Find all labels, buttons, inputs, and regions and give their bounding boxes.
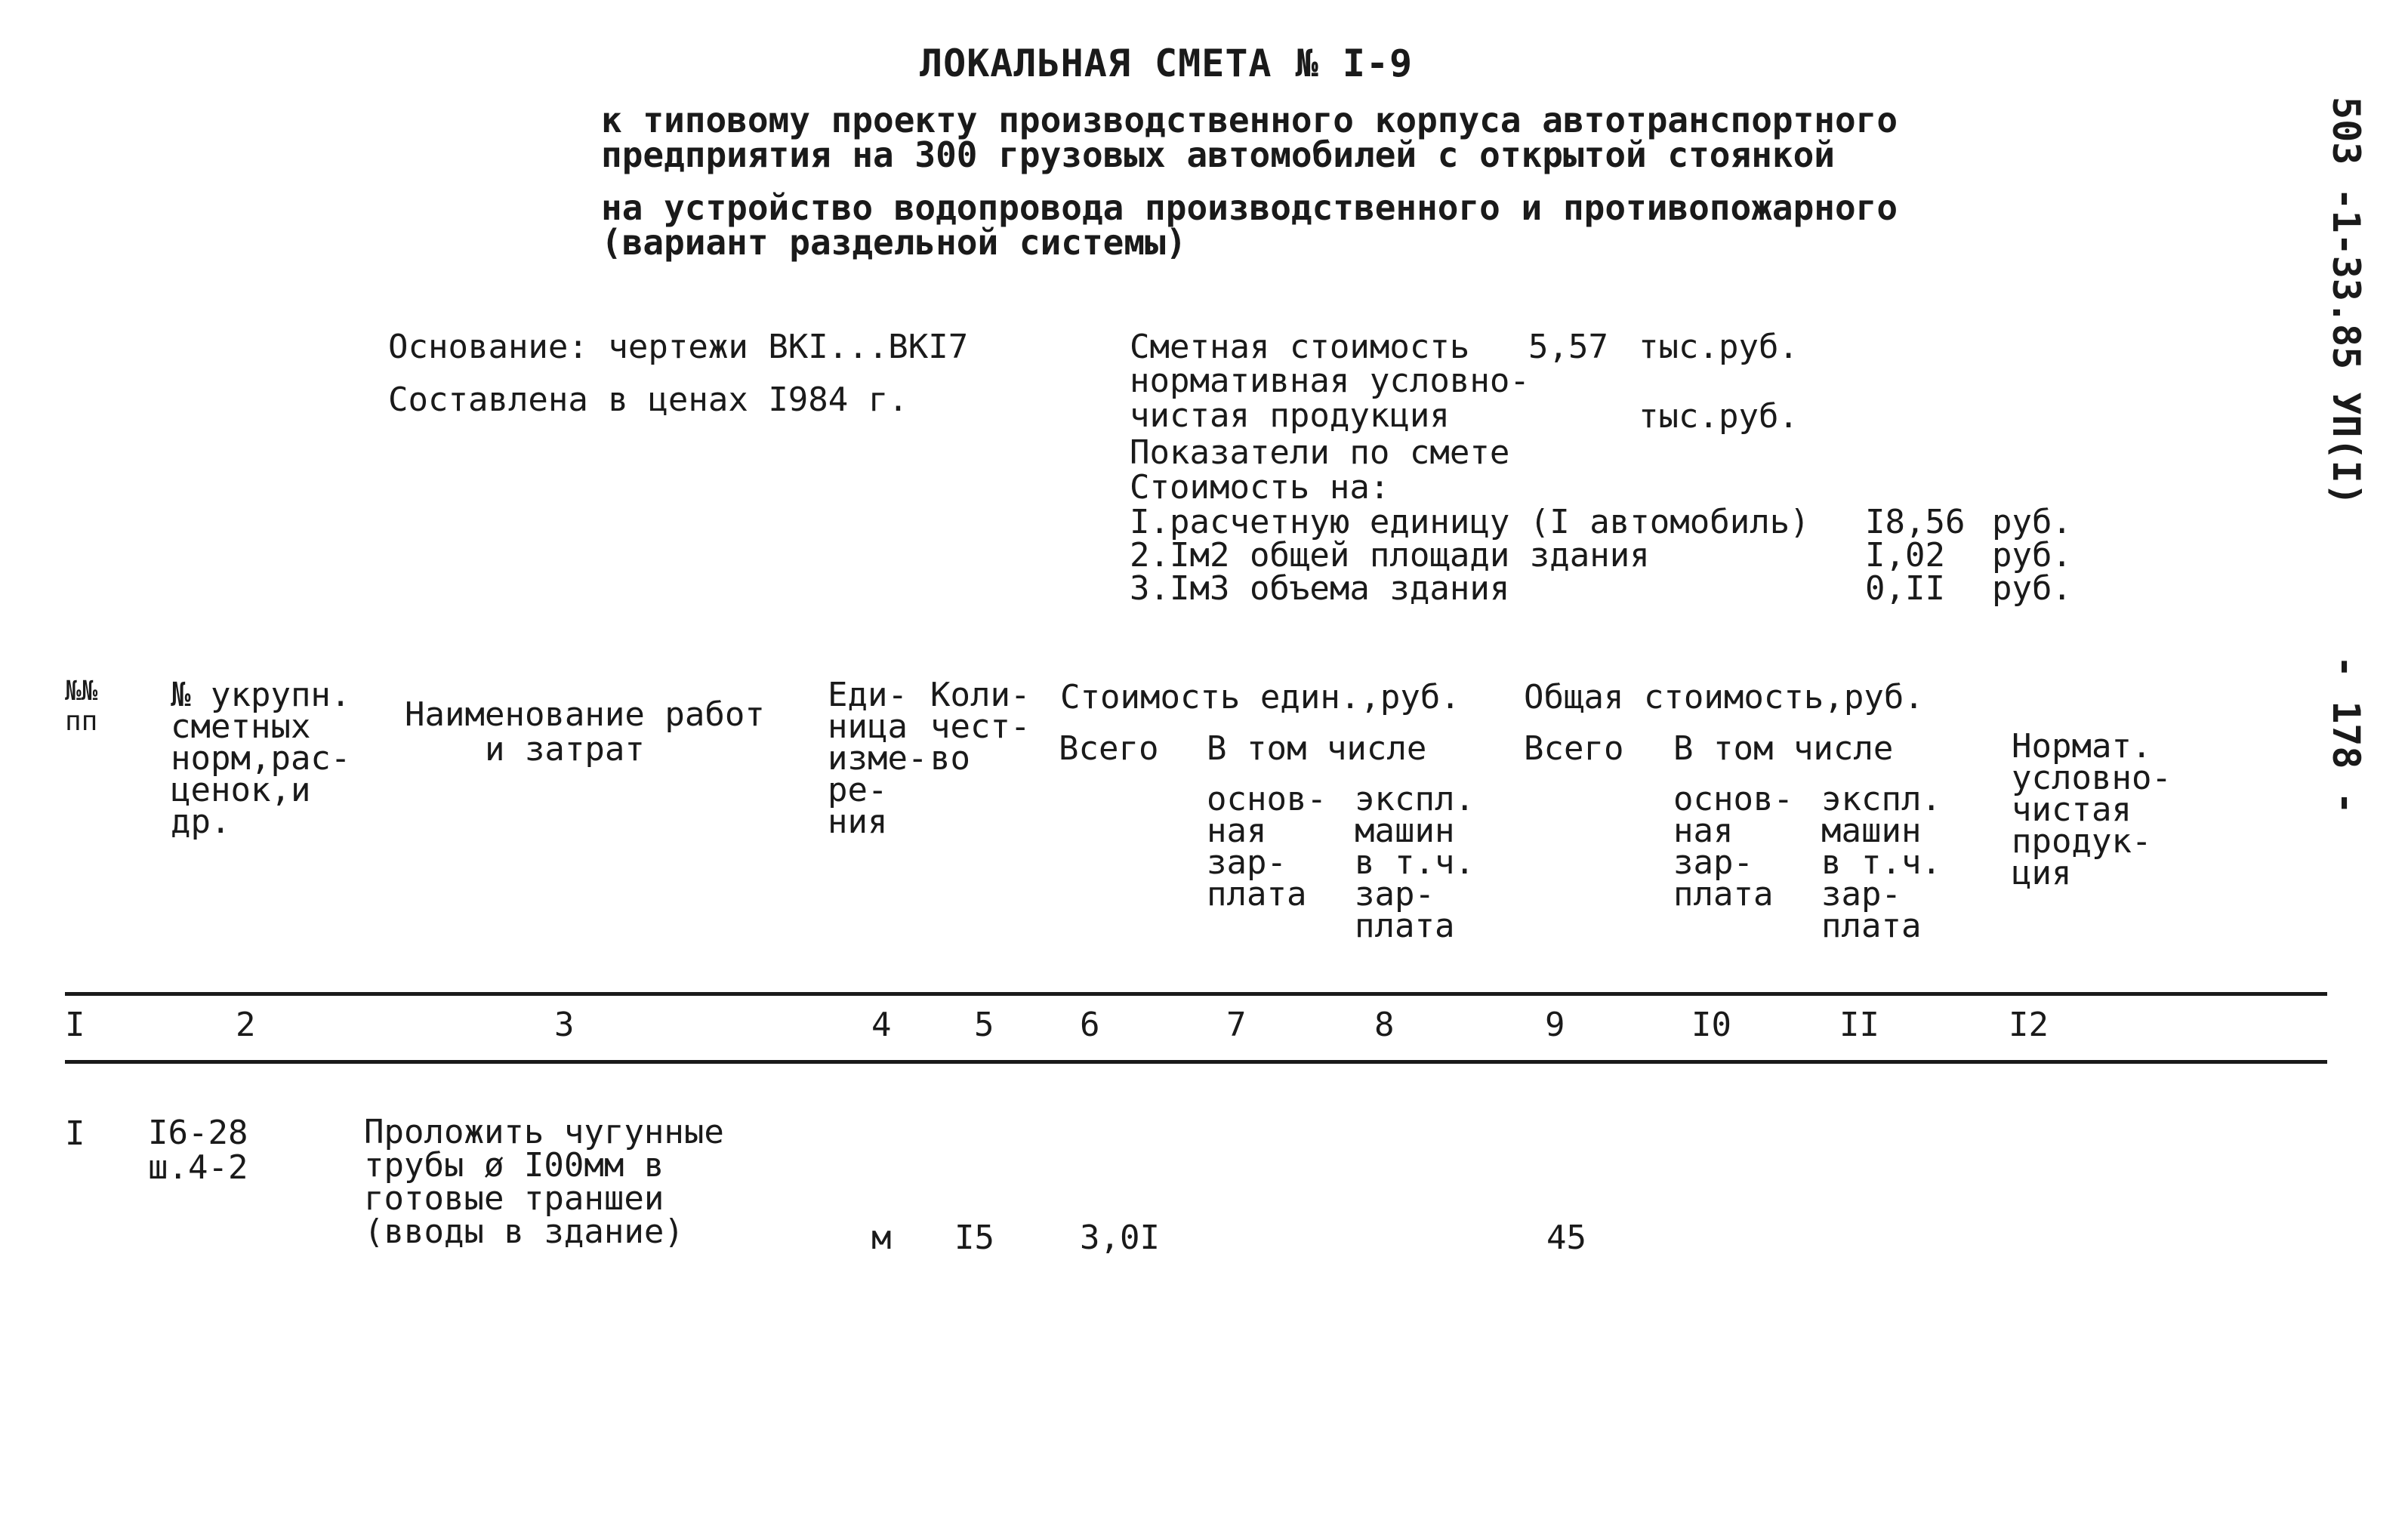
column-number: 6 (1080, 1006, 1100, 1044)
normative-label: нормативная условно- чистая продукция (1130, 362, 1530, 435)
row-unit: м (871, 1219, 892, 1257)
column-number: 9 (1545, 1006, 1565, 1044)
header-total-wage: основ- ная зар- плата (1673, 780, 1793, 914)
column-number: 2 (236, 1006, 256, 1044)
row-total: 45 (1546, 1219, 1586, 1257)
header-total-all: Всего (1524, 729, 1624, 768)
column-number: 4 (871, 1006, 892, 1044)
row-quantity: I5 (954, 1219, 994, 1257)
column-number: I0 (1691, 1006, 1731, 1044)
indicator-value: 0,II (1865, 569, 1945, 608)
row-unit-total: 3,0I (1080, 1219, 1160, 1257)
page-number: - 178 - (2324, 655, 2368, 815)
indicator-unit: руб. (1992, 569, 2072, 608)
header-unit-cost-all: Всего (1059, 729, 1159, 768)
header-quantity: Коли- чест- во (930, 676, 1031, 778)
estimate-cost-value: 5,57 (1528, 328, 1608, 366)
header-normative: Нормат. условно- чистая продук- ция (2012, 727, 2172, 892)
header-work-name: Наименование работ и затрат (405, 695, 765, 769)
header-unit-machines: экспл. машин в т.ч. зар- плата (1355, 780, 1475, 945)
row-work-name: Проложить чугунные трубы ø I00мм в готовые траншеи (вводы в здание) (364, 1113, 724, 1251)
column-number: 5 (974, 1006, 994, 1044)
column-number: 3 (554, 1006, 575, 1044)
indicator-unit: руб. (1992, 536, 2072, 575)
column-number: II (1839, 1006, 1879, 1044)
row-norm-code: I6-28 ш.4-2 (148, 1114, 248, 1187)
project-subtitle: к типовому проекту производственного корпуса автотранспортного предприятия на 300 грузовых автомобилей с открытой стоянкой (601, 100, 1898, 175)
indicator-label: 2.Iм2 общей площади здания (1130, 536, 1650, 575)
header-bottom-rule (65, 992, 2327, 996)
column-number: I (65, 1006, 85, 1044)
header-total-cost: Общая стоимость,руб. (1524, 678, 1924, 716)
indicator-label: I.расчетную единицу (I автомобиль) (1130, 503, 1810, 541)
basis-line: Основание: чертежи ВКI...ВКI7 (388, 328, 969, 366)
numbers-bottom-rule (65, 1060, 2327, 1064)
header-total-incl: В том числе (1673, 729, 1894, 768)
header-unit-wage: основ- ная зар- плата (1207, 780, 1327, 914)
column-number: I2 (2009, 1006, 2049, 1044)
header-unit-cost-incl: В том числе (1207, 729, 1427, 768)
work-subtitle: на устройство водопровода производственного и противопожарного (вариант раздельной системы) (601, 187, 1898, 263)
row-number: I (65, 1114, 85, 1153)
cost-per-label: Стоимость на: (1130, 468, 1390, 507)
indicator-unit: руб. (1992, 503, 2072, 541)
document-title: ЛОКАЛЬНАЯ СМЕТА № I-9 (920, 42, 1414, 85)
prices-line: Составлена в ценах I984 г. (388, 381, 908, 419)
margin-document-code: 503 -1-33.85 УП(I) (2324, 97, 2368, 506)
indicators-label: Показатели по смете (1130, 433, 1510, 472)
header-unit: Еди- ница изме- ре- ния (828, 676, 928, 841)
header-norm-code: № укрупн. сметных норм,рас- ценок,и др. (171, 676, 351, 841)
normative-unit: тыс.руб. (1639, 397, 1799, 436)
header-total-machines: экспл. машин в т.ч. зар- плата (1821, 780, 1941, 945)
estimate-cost-unit: тыс.руб. (1639, 328, 1799, 366)
column-number: 8 (1374, 1006, 1395, 1044)
column-number: 7 (1226, 1006, 1247, 1044)
estimate-cost-label: Сметная стоимость (1130, 328, 1470, 366)
indicator-value: I8,56 (1865, 503, 1966, 541)
indicator-label: 3.Iм3 объема здания (1130, 569, 1510, 608)
header-unit-cost: Стоимость един.,руб. (1060, 678, 1460, 716)
header-row-number: №№ пп (65, 676, 98, 737)
indicator-value: I,02 (1865, 536, 1945, 575)
